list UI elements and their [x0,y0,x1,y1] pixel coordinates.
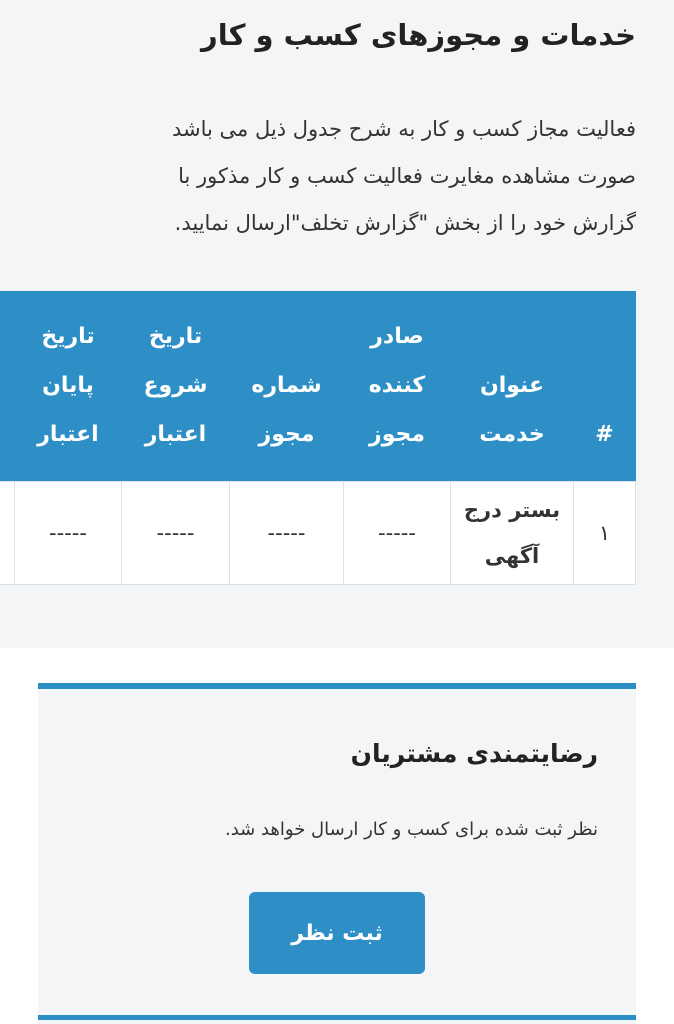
cell-issuer: ----- [344,481,451,584]
cell-index: ۱ [574,481,636,584]
satisfaction-title: رضایتمندی مشتریان [350,739,598,768]
cell-start-date: ----- [122,481,230,584]
licenses-table [0,291,636,585]
header-index: # [574,291,636,481]
intro-line-2: صورت مشاهده مغایرت فعالیت کسب و کار مذکور با [178,164,636,188]
header-service-title-text: عنوان خدمت [479,372,545,447]
cell-service-title [451,481,574,584]
cell-extra [0,481,15,584]
header-start-date [122,291,230,481]
licenses-table-container[interactable] [0,291,636,583]
services-intro [172,106,636,247]
intro-line-3: گزارش خود را از بخش "گزارش تخلف"ارسال نمایید. [174,211,636,235]
header-end-date [15,291,122,481]
header-license-number [230,291,344,481]
cell-license-number: ----- [230,481,344,584]
submit-feedback-button[interactable]: ثبت نظر [249,892,425,974]
header-start-date-text: تاریخ شروع اعتبار [143,323,208,447]
card-bottom-border [38,1015,636,1020]
table-row [0,481,636,584]
table-header-row [0,291,636,481]
header-issuer-text: صادر کننده مجوز [368,323,426,447]
satisfaction-card [38,683,636,1024]
cell-end-date: ----- [15,481,122,584]
header-issuer [344,291,451,481]
intro-line-1: فعالیت مجاز کسب و کار به شرح جدول ذیل می باشد [171,117,636,141]
satisfaction-text: نظر ثبت شده برای کسب و کار ارسال خواهد شد. [224,819,598,840]
header-license-number-text: شماره مجوز [251,372,322,447]
header-service-title [451,291,574,481]
cell-service-title-text: بستر درج آگهی [463,497,561,568]
services-title: خدمات و مجوزهای کسب و کار [201,18,636,52]
header-end-date-text: تاریخ پایان اعتبار [37,323,99,447]
header-extra [0,291,15,481]
